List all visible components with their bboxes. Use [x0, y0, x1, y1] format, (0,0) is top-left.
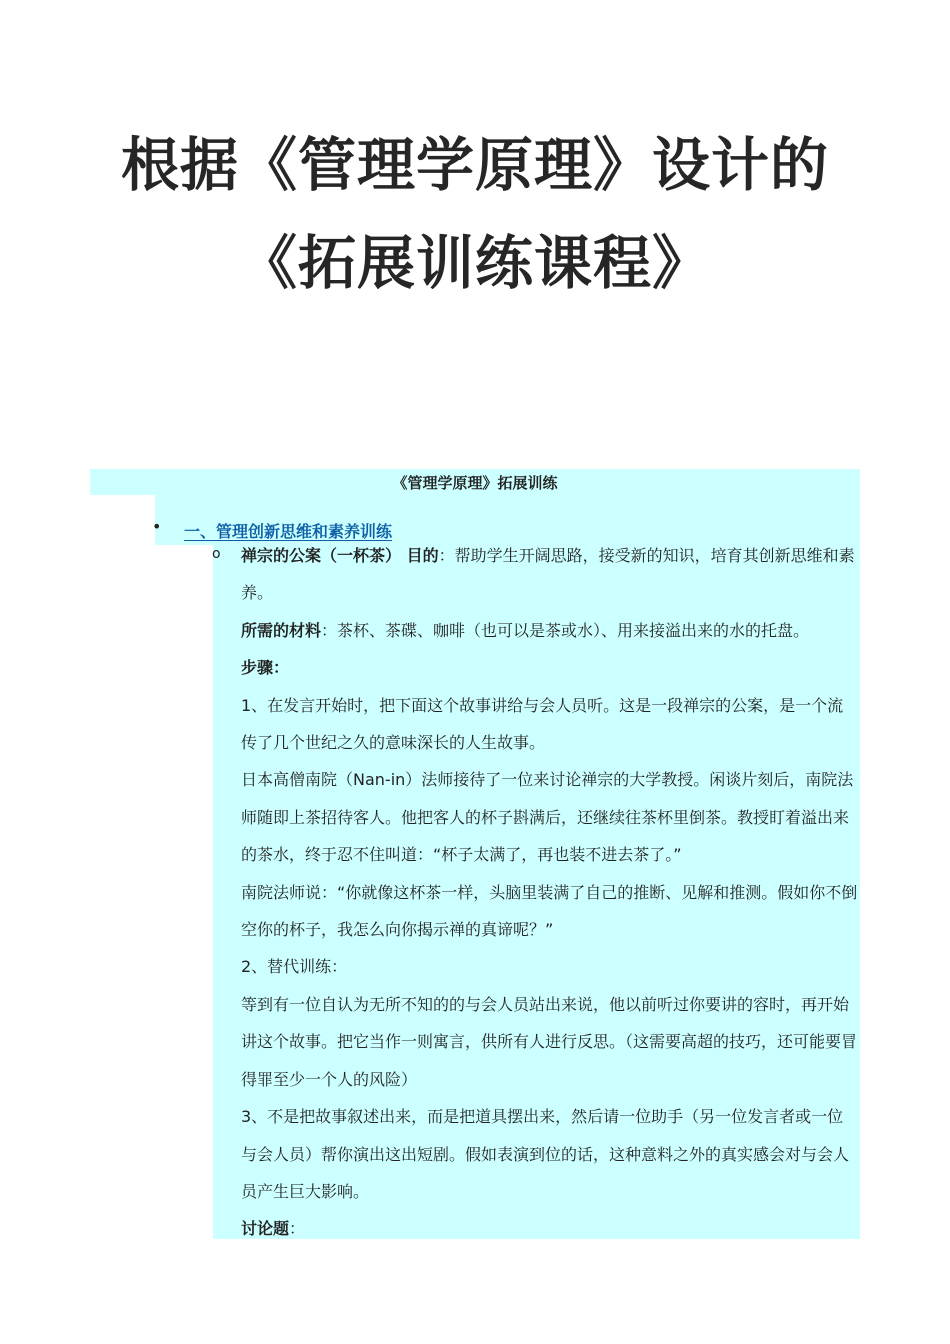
document-title-line-1: 根据《管理学原理》设计的 [120, 131, 829, 199]
item-purpose: ：帮助学生开阔思路，接受新的知识，培育其创新思维和素养。 [241, 546, 855, 603]
discussion-paragraph [241, 1210, 859, 1247]
sub-list-marker: o [212, 546, 221, 562]
story-paragraph-1: 日本高僧南院（Nan-in）法师接待了一位来讨论禅宗的大学教授。闲谈片刻后，南院法师随即上茶招待客人。他把客人的杯子斟满后，还继续往茶杯里倒茶。教授盯着溢出来的茶水，终于忍不住叫道：“杯子太满了，再也装不进去茶了。” [241, 770, 854, 865]
materials-label: 所需的材料 [241, 620, 322, 640]
story-paragraph-2: 南院法师说：“你就像这杯茶一样，头脑里装满了自己的推断、见解和推测。假如你不倒空你的杯子，我怎么向你揭示禅的真谛呢？” [241, 882, 858, 940]
steps-label: 步骤： [241, 658, 290, 678]
section-subheading: 《管理学原理》拓展训练 [392, 474, 558, 492]
discussion-colon: ： [289, 1219, 306, 1239]
step-1: 1、在发言开始时，把下面这个故事讲给与会人员听。这是一段禅宗的公案，是一个流传了几个世纪之久的意味深长的人生故事。 [241, 695, 844, 753]
list-bullet: • [152, 517, 162, 536]
discussion-label: 讨论题 [241, 1219, 290, 1239]
step-2-label: 2、替代训练： [241, 957, 348, 977]
section-heading-link[interactable]: 一、管理创新思维和素养训练 [184, 522, 393, 541]
step-3: 3、不是把故事叙述出来，而是把道具摆出来，然后请一位助手（另一位发言者或一位与会人员）帮你演出这出短剧。假如表演到位的话，这种意料之外的真实感会对与会人员产生巨大影响。 [241, 1107, 850, 1201]
materials-paragraph [241, 612, 859, 649]
document-title-line-2: 《拓展训练课程》 [238, 229, 711, 297]
item-purpose-paragraph [241, 537, 859, 612]
item-body [241, 537, 859, 1248]
step-2-text: 等到有一位自认为无所不知的的与会人员站出来说，他以前听过你要讲的容时，再开始讲这个故事。把它当作一则寓言，供所有人进行反思。（这需要高超的技巧，还可能要冒得罪至少一个人的风险） [241, 994, 858, 1089]
item-title: 禅宗的公案（一杯茶） 目的 [241, 546, 439, 565]
materials-text: ：茶杯、茶碟、咖啡（也可以是茶或水）、用来接溢出来的水的托盘。 [321, 620, 810, 640]
